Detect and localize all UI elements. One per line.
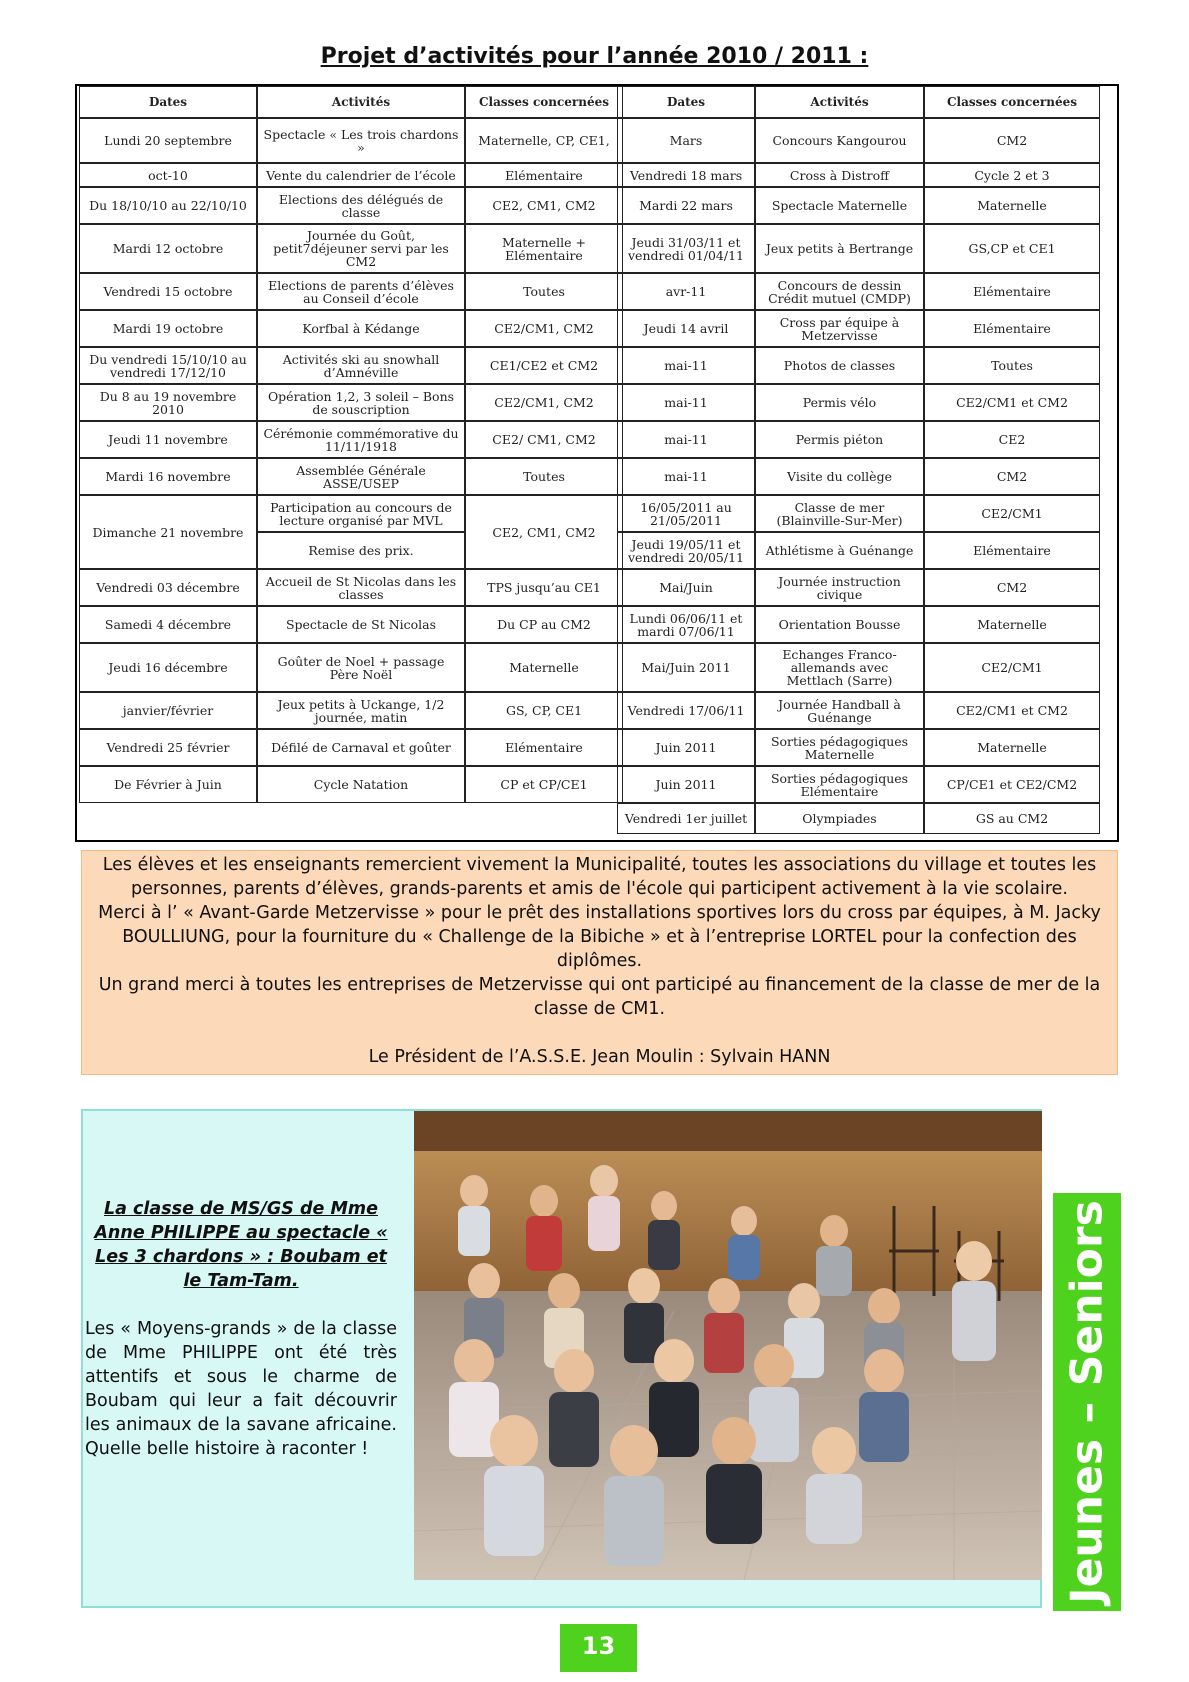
activities-table-left bbox=[79, 86, 623, 803]
activity-cell: Sorties pédagogiques Maternelle bbox=[755, 729, 924, 766]
table-row bbox=[79, 163, 623, 187]
date-cell: Mardi 22 mars bbox=[617, 187, 755, 224]
thanks-paragraph: Les élèves et les enseignants remercient vivement la Municipalité, toutes les associations du village et toutes les personnes, parents d’élèves, grands-parents et amis de l'école qui participent activement à la vie scolaire. bbox=[102, 855, 1097, 899]
date-cell: Vendredi 25 février bbox=[79, 729, 257, 766]
classes-cell: CE2 bbox=[924, 421, 1100, 458]
table-row bbox=[79, 118, 623, 163]
date-cell: Mai/Juin bbox=[617, 569, 755, 606]
activity-cell: Korfbal à Kédange bbox=[257, 310, 465, 347]
activity-cell: Participation au concours de lecture organisé par MVL bbox=[257, 495, 465, 532]
activities-table bbox=[75, 84, 1119, 842]
date-cell: Dimanche 21 novembre bbox=[79, 495, 257, 569]
date-cell: janvier/février bbox=[79, 692, 257, 729]
date-cell: Lundi 20 septembre bbox=[79, 118, 257, 163]
activity-cell: Elections de parents d’élèves au Conseil d’école bbox=[257, 273, 465, 310]
date-cell: Samedi 4 décembre bbox=[79, 606, 257, 643]
activity-cell: Permis piéton bbox=[755, 421, 924, 458]
activity-cell: Olympiades bbox=[755, 803, 924, 834]
table-row bbox=[617, 692, 1100, 729]
date-cell: Mardi 19 octobre bbox=[79, 310, 257, 347]
table-row bbox=[617, 643, 1100, 692]
table-row bbox=[79, 458, 623, 495]
classes-cell: Elémentaire bbox=[924, 532, 1100, 569]
classes-cell: Maternelle, CP, CE1, bbox=[465, 118, 623, 163]
activity-cell: Jeux petits à Bertrange bbox=[755, 224, 924, 273]
activity-cell: Echanges Franco-allemands avec Mettlach (Sarre) bbox=[755, 643, 924, 692]
photo-caption bbox=[85, 1197, 397, 1461]
table-row bbox=[617, 458, 1100, 495]
activity-cell: Accueil de St Nicolas dans les classes bbox=[257, 569, 465, 606]
classes-cell: CE2/ CM1, CM2 bbox=[465, 421, 623, 458]
table-row bbox=[79, 421, 623, 458]
table-row bbox=[617, 495, 1100, 532]
date-cell: Jeudi 11 novembre bbox=[79, 421, 257, 458]
classes-cell: Maternelle bbox=[924, 187, 1100, 224]
table-row bbox=[617, 273, 1100, 310]
table-row bbox=[617, 384, 1100, 421]
table-row bbox=[79, 187, 623, 224]
activity-cell: Goûter de Noel + passage Père Noël bbox=[257, 643, 465, 692]
thanks-box bbox=[81, 850, 1118, 1075]
classes-cell: Maternelle bbox=[465, 643, 623, 692]
table-row bbox=[79, 495, 623, 532]
date-cell: Vendredi 18 mars bbox=[617, 163, 755, 187]
activity-cell: Jeux petits à Uckange, 1/2 journée, matin bbox=[257, 692, 465, 729]
date-cell: Mai/Juin 2011 bbox=[617, 643, 755, 692]
table-row bbox=[79, 606, 623, 643]
classes-cell: CE2/CM1 et CM2 bbox=[924, 692, 1100, 729]
activity-cell: Cérémonie commémorative du 11/11/1918 bbox=[257, 421, 465, 458]
date-cell: Jeudi 16 décembre bbox=[79, 643, 257, 692]
table-row bbox=[617, 729, 1100, 766]
classes-cell: Elémentaire bbox=[465, 163, 623, 187]
date-cell: Du 8 au 19 novembre 2010 bbox=[79, 384, 257, 421]
date-cell: Mardi 12 octobre bbox=[79, 224, 257, 273]
date-cell: Du vendredi 15/10/10 au vendredi 17/12/10 bbox=[79, 347, 257, 384]
activity-cell: Orientation Bousse bbox=[755, 606, 924, 643]
classes-cell: GS, CP, CE1 bbox=[465, 692, 623, 729]
table-row bbox=[79, 384, 623, 421]
date-cell: Juin 2011 bbox=[617, 729, 755, 766]
table-row bbox=[79, 310, 623, 347]
header-activities: Activités bbox=[257, 86, 465, 118]
classes-cell: GS au CM2 bbox=[924, 803, 1100, 834]
article-body: Les « Moyens-grands » de la classe de Mme PHILIPPE ont été très attentifs et sous le charme de Boubam qui leur a fait découvrir les animaux de la savane africaine. Quelle belle histoire à raconter ! bbox=[85, 1319, 397, 1459]
header-classes: Classes concernées bbox=[924, 86, 1100, 118]
classes-cell: CM2 bbox=[924, 569, 1100, 606]
date-cell: mai-11 bbox=[617, 384, 755, 421]
classes-cell: Du CP au CM2 bbox=[465, 606, 623, 643]
date-cell: oct-10 bbox=[79, 163, 257, 187]
thanks-paragraph: Merci à l’ « Avant-Garde Metzervisse » pour le prêt des installations sportives lors du cross par équipes, à M. Jacky BOULLIUNG, pour la fourniture du « Challenge de la Bibiche » et à l’entreprise LORTEL pour la confection des diplômes. bbox=[98, 903, 1101, 971]
date-cell: Vendredi 03 décembre bbox=[79, 569, 257, 606]
date-cell: Mardi 16 novembre bbox=[79, 458, 257, 495]
classes-cell: GS,CP et CE1 bbox=[924, 224, 1100, 273]
date-cell: mai-11 bbox=[617, 347, 755, 384]
table-row bbox=[79, 224, 623, 273]
activity-cell: Remise des prix. bbox=[257, 532, 465, 569]
activity-cell: Visite du collège bbox=[755, 458, 924, 495]
table-row bbox=[617, 569, 1100, 606]
activity-cell: Cross par équipe à Metzervisse bbox=[755, 310, 924, 347]
table-row bbox=[617, 532, 1100, 569]
date-cell: Lundi 06/06/11 et mardi 07/06/11 bbox=[617, 606, 755, 643]
activity-cell: Activités ski au snowhall d’Amnéville bbox=[257, 347, 465, 384]
table-row bbox=[617, 803, 1100, 834]
date-cell: Vendredi 17/06/11 bbox=[617, 692, 755, 729]
activity-cell: Photos de classes bbox=[755, 347, 924, 384]
classes-cell: Cycle 2 et 3 bbox=[924, 163, 1100, 187]
table-row bbox=[617, 606, 1100, 643]
classes-cell: CE2/CM1 bbox=[924, 495, 1100, 532]
table-row bbox=[79, 766, 623, 803]
classes-cell: Toutes bbox=[924, 347, 1100, 384]
class-photo bbox=[414, 1111, 1042, 1580]
classes-cell: Maternelle bbox=[924, 729, 1100, 766]
date-cell: Du 18/10/10 au 22/10/10 bbox=[79, 187, 257, 224]
classes-cell: Maternelle bbox=[924, 606, 1100, 643]
classes-cell: CE2/CM1, CM2 bbox=[465, 310, 623, 347]
table-row bbox=[79, 729, 623, 766]
classes-cell: Elémentaire bbox=[924, 310, 1100, 347]
activity-cell: Journée Handball à Guénange bbox=[755, 692, 924, 729]
table-row bbox=[617, 421, 1100, 458]
photo-article bbox=[81, 1109, 1042, 1608]
date-cell: Mars bbox=[617, 118, 755, 163]
table-row bbox=[79, 347, 623, 384]
classes-cell: Maternelle + Elémentaire bbox=[465, 224, 623, 273]
activity-cell: Elections des délégués de classe bbox=[257, 187, 465, 224]
table-row bbox=[79, 569, 623, 606]
classes-cell: CE2, CM1, CM2 bbox=[465, 495, 623, 569]
header-activities: Activités bbox=[755, 86, 924, 118]
date-cell: 16/05/2011 au 21/05/2011 bbox=[617, 495, 755, 532]
classes-cell: CM2 bbox=[924, 458, 1100, 495]
date-cell: avr-11 bbox=[617, 273, 755, 310]
table-row bbox=[617, 310, 1100, 347]
header-dates: Dates bbox=[79, 86, 257, 118]
activity-cell: Spectacle « Les trois chardons » bbox=[257, 118, 465, 163]
table-row bbox=[617, 347, 1100, 384]
classes-cell: CP et CP/CE1 bbox=[465, 766, 623, 803]
activity-cell: Opération 1,2, 3 soleil – Bons de souscription bbox=[257, 384, 465, 421]
thanks-paragraph: Un grand merci à toutes les entreprises de Metzervisse qui ont participé au financement de la classe de mer de la classe de CM1. bbox=[98, 975, 1101, 1019]
classes-cell: CE2/CM1 et CM2 bbox=[924, 384, 1100, 421]
date-cell: mai-11 bbox=[617, 421, 755, 458]
date-cell: Jeudi 31/03/11 et vendredi 01/04/11 bbox=[617, 224, 755, 273]
classes-cell: CP/CE1 et CE2/CM2 bbox=[924, 766, 1100, 803]
activity-cell: Vente du calendrier de l’école bbox=[257, 163, 465, 187]
page-title: Projet d’activités pour l’année 2010 / 2011 : bbox=[320, 44, 869, 69]
classes-cell: Toutes bbox=[465, 458, 623, 495]
activity-cell: Journée instruction civique bbox=[755, 569, 924, 606]
classes-cell: CE2, CM1, CM2 bbox=[465, 187, 623, 224]
activity-cell: Concours de dessin Crédit mutuel (CMDP) bbox=[755, 273, 924, 310]
page-number: 13 bbox=[560, 1624, 637, 1672]
classes-cell: CE1/CE2 et CM2 bbox=[465, 347, 623, 384]
activity-cell: Journée du Goût, petit7déjeuner servi par les CM2 bbox=[257, 224, 465, 273]
date-cell: De Février à Juin bbox=[79, 766, 257, 803]
activity-cell: Spectacle de St Nicolas bbox=[257, 606, 465, 643]
activities-table-right bbox=[617, 86, 1100, 834]
classes-cell: CE2/CM1, CM2 bbox=[465, 384, 623, 421]
classes-cell: Toutes bbox=[465, 273, 623, 310]
header-dates: Dates bbox=[617, 86, 755, 118]
activity-cell: Permis vélo bbox=[755, 384, 924, 421]
classes-cell: CE2/CM1 bbox=[924, 643, 1100, 692]
date-cell: Vendredi 1er juillet bbox=[617, 803, 755, 834]
activity-cell: Cross à Distroff bbox=[755, 163, 924, 187]
date-cell: Jeudi 14 avril bbox=[617, 310, 755, 347]
activity-cell: Athlétisme à Guénange bbox=[755, 532, 924, 569]
classes-cell: TPS jusqu’au CE1 bbox=[465, 569, 623, 606]
table-row bbox=[79, 273, 623, 310]
section-tab-label: Jeunes – Seniors bbox=[1061, 1200, 1113, 1604]
table-row bbox=[617, 224, 1100, 273]
classes-cell: Elémentaire bbox=[924, 273, 1100, 310]
activity-cell: Assemblée Générale ASSE/USEP bbox=[257, 458, 465, 495]
table-row bbox=[617, 766, 1100, 803]
table-row bbox=[617, 187, 1100, 224]
activity-cell: Cycle Natation bbox=[257, 766, 465, 803]
date-cell: Vendredi 15 octobre bbox=[79, 273, 257, 310]
header-classes: Classes concernées bbox=[465, 86, 623, 118]
activity-cell: Classe de mer (Blainville-Sur-Mer) bbox=[755, 495, 924, 532]
activity-cell: Défilé de Carnaval et goûter bbox=[257, 729, 465, 766]
activity-cell: Spectacle Maternelle bbox=[755, 187, 924, 224]
activity-cell: Sorties pédagogiques Elémentaire bbox=[755, 766, 924, 803]
date-cell: mai-11 bbox=[617, 458, 755, 495]
section-tab bbox=[1053, 1193, 1121, 1611]
table-row bbox=[79, 643, 623, 692]
article-title: La classe de MS/GS de Mme Anne PHILIPPE au spectacle « Les 3 chardons » : Boubam et le Tam-Tam. bbox=[94, 1199, 388, 1291]
date-cell: Jeudi 19/05/11 et vendredi 20/05/11 bbox=[617, 532, 755, 569]
table-row bbox=[617, 163, 1100, 187]
signature: Le Président de l’A.S.S.E. Jean Moulin : Sylvain HANN bbox=[368, 1047, 831, 1067]
activity-cell: Concours Kangourou bbox=[755, 118, 924, 163]
classes-cell: Elémentaire bbox=[465, 729, 623, 766]
table-row bbox=[617, 118, 1100, 163]
date-cell: Juin 2011 bbox=[617, 766, 755, 803]
classes-cell: CM2 bbox=[924, 118, 1100, 163]
table-row bbox=[79, 692, 623, 729]
